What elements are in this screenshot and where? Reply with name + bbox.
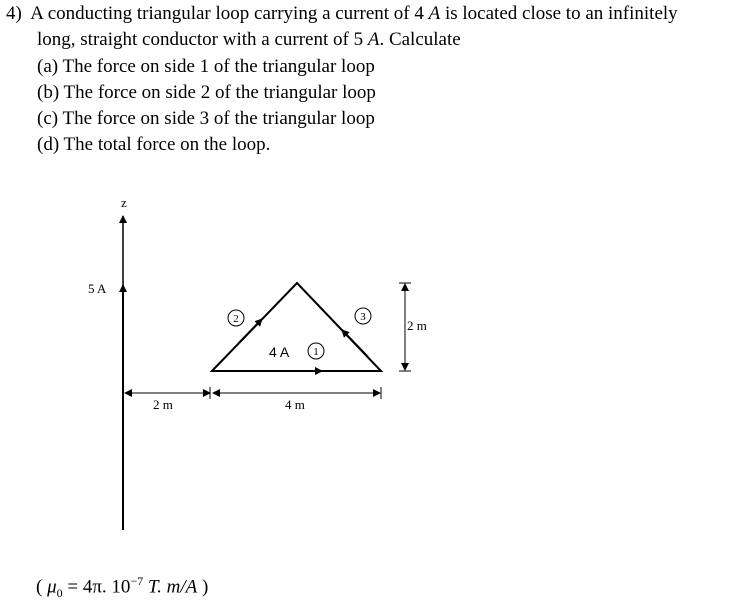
side-3-number: 3 xyxy=(360,311,366,323)
wire-current-label: 5 A xyxy=(88,281,107,296)
part-a: (a) The force on side 1 of the triangular loop xyxy=(37,56,375,77)
dimension-base xyxy=(213,387,381,412)
side-1-number: 1 xyxy=(313,346,319,358)
dim-base-label: 4 m xyxy=(285,397,305,412)
part-d: (d) The total force on the loop. xyxy=(37,134,271,155)
side-label-2 xyxy=(228,310,244,326)
side3-current-arrow xyxy=(342,330,368,357)
side-label-1 xyxy=(308,343,324,359)
dimension-gap xyxy=(125,387,210,412)
intro-text-b: is located close to an infinitely xyxy=(440,3,678,24)
triangular-loop xyxy=(212,283,381,371)
const-exponent: −7 xyxy=(130,574,144,588)
const-value: = 4π. 10 xyxy=(62,576,131,598)
intro-unit-a: A xyxy=(428,3,441,24)
side-label-3 xyxy=(355,308,371,324)
const-units: T. m/A xyxy=(143,576,198,598)
intro2-text-a: long, straight conductor with a current of 5 xyxy=(37,29,368,50)
dim-gap-label: 2 m xyxy=(153,397,173,412)
problem-number: 4) xyxy=(6,3,22,24)
intro2-text-b: . Calculate xyxy=(379,29,461,50)
intro2-unit: A xyxy=(367,29,380,50)
mu-symbol: μ xyxy=(47,576,57,598)
part-c: (c) The force on side 3 of the triangular loop xyxy=(37,108,375,129)
part-b: (b) The force on side 2 of the triangular loop xyxy=(37,82,376,103)
dim-height-label: 2 m xyxy=(407,318,427,333)
mu-subscript: 0 xyxy=(56,586,63,601)
const-close-paren: ) xyxy=(197,576,209,598)
dimension-height xyxy=(399,283,427,371)
z-axis-label: z xyxy=(121,195,127,210)
infinite-wire xyxy=(88,281,123,530)
mu-zero-constant xyxy=(36,570,208,604)
side-2-number: 2 xyxy=(233,313,239,325)
intro-text-a: A conducting triangular loop carrying a current of 4 xyxy=(30,3,429,24)
const-open-paren: ( xyxy=(36,576,48,598)
loop-current-label: 4 A xyxy=(269,344,290,360)
